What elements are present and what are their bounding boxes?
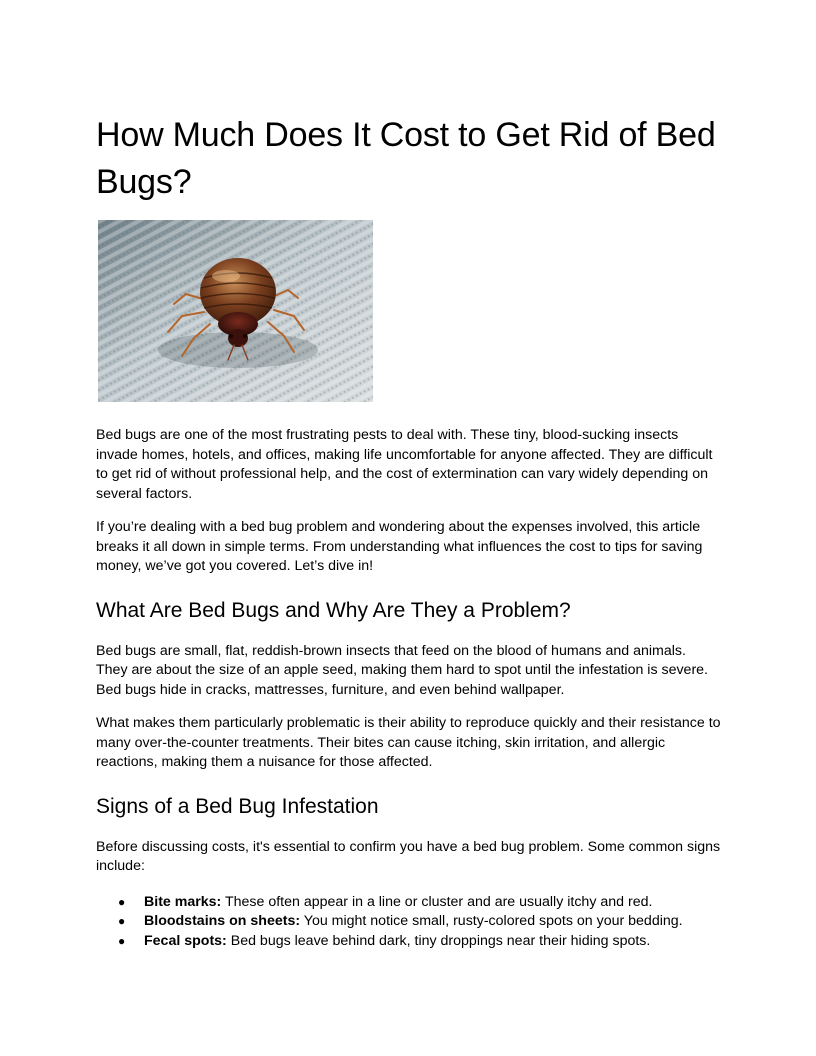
page-title: How Much Does It Cost to Get Rid of Bed Bugs? <box>96 116 716 201</box>
intro-paragraph-1: Bed bugs are one of the most frustrating pests to deal with. These tiny, blood-sucking insects invade homes, hotels, and offices, making life uncomfortable for anyone affected. They are difficult to get rid of without professional help, and the cost of extermination can vary widely depending on several factors. <box>96 427 713 502</box>
intro-paragraph-2: If you’re dealing with a bed bug problem and wondering about the expenses involved, this article breaks it all down in simple terms. From understanding what influences the cost to tips for saving money, we’ve got you covered. Let’s dive in! <box>96 519 703 574</box>
list-item <box>96 893 721 913</box>
section-heading-what-are-bed-bugs: What Are Bed Bugs and Why Are They a Problem? <box>96 598 571 622</box>
signs-list <box>96 893 721 952</box>
list-item-text: You might notice small, rusty-colored spots on your bedding. <box>300 913 683 929</box>
list-item <box>96 912 721 932</box>
section1-paragraph-1: Bed bugs are small, flat, reddish-brown insects that feed on the blood of humans and animals. They are about the size of an apple seed, making them hard to spot until the infestation is severe. Bed bugs hide in cracks, mattresses, furniture, and even behind wallpaper. <box>96 642 709 698</box>
list-item-label: Bite marks: <box>144 893 222 910</box>
list-item-text: These often appear in a line or cluster and are usually itchy and red. <box>221 893 653 910</box>
bed-bug-photo-icon <box>98 220 373 402</box>
bullet-icon: ● <box>118 914 126 928</box>
list-item-text: Bed bugs leave behind dark, tiny droppings near their hiding spots. <box>226 932 651 949</box>
list-item-label: Fecal spots: <box>144 932 227 949</box>
bullet-icon: ● <box>118 933 126 948</box>
list-item-label: Bloodstains on sheets: <box>144 913 301 929</box>
section-heading-signs-of-infestation: Signs of a Bed Bug Infestation <box>96 794 379 818</box>
bullet-icon: ● <box>118 894 126 909</box>
article-body <box>96 112 721 951</box>
section2-intro-paragraph: Before discussing costs, it's essential to confirm you have a bed bug problem. Some common signs include: <box>96 838 721 874</box>
section1-paragraph-2: What makes them particularly problematic is their ability to reproduce quickly and their resistance to many over-the-counter treatments. Their bites can cause itching, skin irritation, and allergic reactions, making them a nuisance for those affected. <box>96 715 721 770</box>
list-item <box>96 932 721 952</box>
